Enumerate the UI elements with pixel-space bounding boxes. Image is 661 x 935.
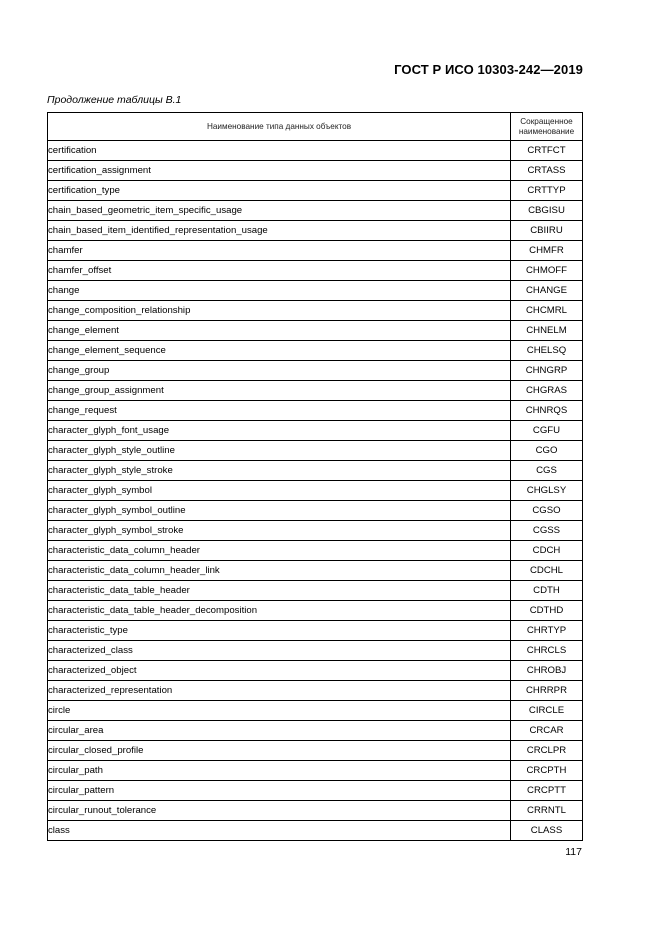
entity-name-cell: character_glyph_font_usage xyxy=(48,421,511,441)
data-type-table xyxy=(47,112,583,841)
table-row xyxy=(48,701,583,721)
table-row xyxy=(48,181,583,201)
short-name-cell: CHNRQS xyxy=(511,401,583,421)
short-name-cell: CRCPTT xyxy=(511,781,583,801)
entity-name-cell: change_group_assignment xyxy=(48,381,511,401)
short-name-cell: CGS xyxy=(511,461,583,481)
column-header-abbreviation: Сокращенное наименование xyxy=(511,113,583,141)
table-row xyxy=(48,341,583,361)
short-name-cell: CBIIRU xyxy=(511,221,583,241)
table-row xyxy=(48,441,583,461)
table-row xyxy=(48,741,583,761)
table-row xyxy=(48,401,583,421)
table-row xyxy=(48,661,583,681)
table-header-row xyxy=(48,113,583,141)
entity-name-cell: change_element_sequence xyxy=(48,341,511,361)
short-name-cell: CGO xyxy=(511,441,583,461)
short-name-cell: CHCMRL xyxy=(511,301,583,321)
short-name-cell: CRTFCT xyxy=(511,141,583,161)
entity-name-cell: characterized_representation xyxy=(48,681,511,701)
table-row xyxy=(48,421,583,441)
table-row xyxy=(48,281,583,301)
entity-name-cell: characteristic_type xyxy=(48,621,511,641)
table-row xyxy=(48,321,583,341)
page-number: 117 xyxy=(565,846,582,858)
entity-name-cell: characterized_object xyxy=(48,661,511,681)
entity-name-cell: circle xyxy=(48,701,511,721)
entity-name-cell: character_glyph_symbol_outline xyxy=(48,501,511,521)
table-row xyxy=(48,581,583,601)
table-row xyxy=(48,301,583,321)
table-row xyxy=(48,161,583,181)
entity-name-cell: circular_pattern xyxy=(48,781,511,801)
entity-name-cell: change xyxy=(48,281,511,301)
table-row xyxy=(48,261,583,281)
short-name-cell: CGSS xyxy=(511,521,583,541)
table-row xyxy=(48,241,583,261)
table-row xyxy=(48,781,583,801)
short-name-cell: CBGISU xyxy=(511,201,583,221)
short-name-cell: CGFU xyxy=(511,421,583,441)
entity-name-cell: circular_path xyxy=(48,761,511,781)
short-name-cell: CHMFR xyxy=(511,241,583,261)
entity-name-cell: change_group xyxy=(48,361,511,381)
column-header-name: Наименование типа данных объектов xyxy=(48,113,511,141)
short-name-cell: CRCLPR xyxy=(511,741,583,761)
table-caption: Продолжение таблицы В.1 xyxy=(47,94,182,106)
table-row xyxy=(48,601,583,621)
table-row xyxy=(48,641,583,661)
short-name-cell: CDCH xyxy=(511,541,583,561)
short-name-cell: CHRTYP xyxy=(511,621,583,641)
table-row xyxy=(48,461,583,481)
entity-name-cell: change_composition_relationship xyxy=(48,301,511,321)
short-name-cell: CDTH xyxy=(511,581,583,601)
entity-name-cell: change_element xyxy=(48,321,511,341)
short-name-cell: CRRNTL xyxy=(511,801,583,821)
table-row xyxy=(48,201,583,221)
table-row xyxy=(48,721,583,741)
table-row xyxy=(48,541,583,561)
entity-name-cell: class xyxy=(48,821,511,841)
table-row xyxy=(48,141,583,161)
table-row xyxy=(48,761,583,781)
short-name-cell: CIRCLE xyxy=(511,701,583,721)
short-name-cell: CLASS xyxy=(511,821,583,841)
entity-name-cell: circular_closed_profile xyxy=(48,741,511,761)
entity-name-cell: circular_runout_tolerance xyxy=(48,801,511,821)
table-row xyxy=(48,501,583,521)
table-row xyxy=(48,681,583,701)
entity-name-cell: characterized_class xyxy=(48,641,511,661)
entity-name-cell: characteristic_data_column_header xyxy=(48,541,511,561)
entity-name-cell: chain_based_geometric_item_specific_usage xyxy=(48,201,511,221)
short-name-cell: CDTHD xyxy=(511,601,583,621)
short-name-cell: CHROBJ xyxy=(511,661,583,681)
entity-name-cell: characteristic_data_column_header_link xyxy=(48,561,511,581)
short-name-cell: CHRRPR xyxy=(511,681,583,701)
short-name-cell: CHGLSY xyxy=(511,481,583,501)
table-row xyxy=(48,621,583,641)
table-row xyxy=(48,361,583,381)
short-name-cell: CGSO xyxy=(511,501,583,521)
short-name-cell: CHRCLS xyxy=(511,641,583,661)
entity-name-cell: certification_type xyxy=(48,181,511,201)
document-header: ГОСТ Р ИСО 10303-242—2019 xyxy=(394,62,583,77)
entity-name-cell: change_request xyxy=(48,401,511,421)
table-row xyxy=(48,221,583,241)
entity-name-cell: certification_assignment xyxy=(48,161,511,181)
short-name-cell: CDCHL xyxy=(511,561,583,581)
entity-name-cell: character_glyph_symbol_stroke xyxy=(48,521,511,541)
entity-name-cell: characteristic_data_table_header_decomposition xyxy=(48,601,511,621)
short-name-cell: CHANGE xyxy=(511,281,583,301)
entity-name-cell: chain_based_item_identified_representation_usage xyxy=(48,221,511,241)
table-row xyxy=(48,821,583,841)
table-row xyxy=(48,801,583,821)
short-name-cell: CRTTYP xyxy=(511,181,583,201)
entity-name-cell: character_glyph_style_stroke xyxy=(48,461,511,481)
short-name-cell: CHMOFF xyxy=(511,261,583,281)
short-name-cell: CRCPTH xyxy=(511,761,583,781)
short-name-cell: CHNELM xyxy=(511,321,583,341)
entity-name-cell: certification xyxy=(48,141,511,161)
entity-name-cell: circular_area xyxy=(48,721,511,741)
short-name-cell: CHNGRP xyxy=(511,361,583,381)
table-row xyxy=(48,381,583,401)
short-name-cell: CHGRAS xyxy=(511,381,583,401)
table-row xyxy=(48,521,583,541)
entity-name-cell: chamfer_offset xyxy=(48,261,511,281)
table-row xyxy=(48,561,583,581)
entity-name-cell: characteristic_data_table_header xyxy=(48,581,511,601)
short-name-cell: CHELSQ xyxy=(511,341,583,361)
table-body xyxy=(48,141,583,841)
entity-name-cell: chamfer xyxy=(48,241,511,261)
entity-name-cell: character_glyph_style_outline xyxy=(48,441,511,461)
short-name-cell: CRTASS xyxy=(511,161,583,181)
short-name-cell: CRCAR xyxy=(511,721,583,741)
entity-name-cell: character_glyph_symbol xyxy=(48,481,511,501)
table-row xyxy=(48,481,583,501)
